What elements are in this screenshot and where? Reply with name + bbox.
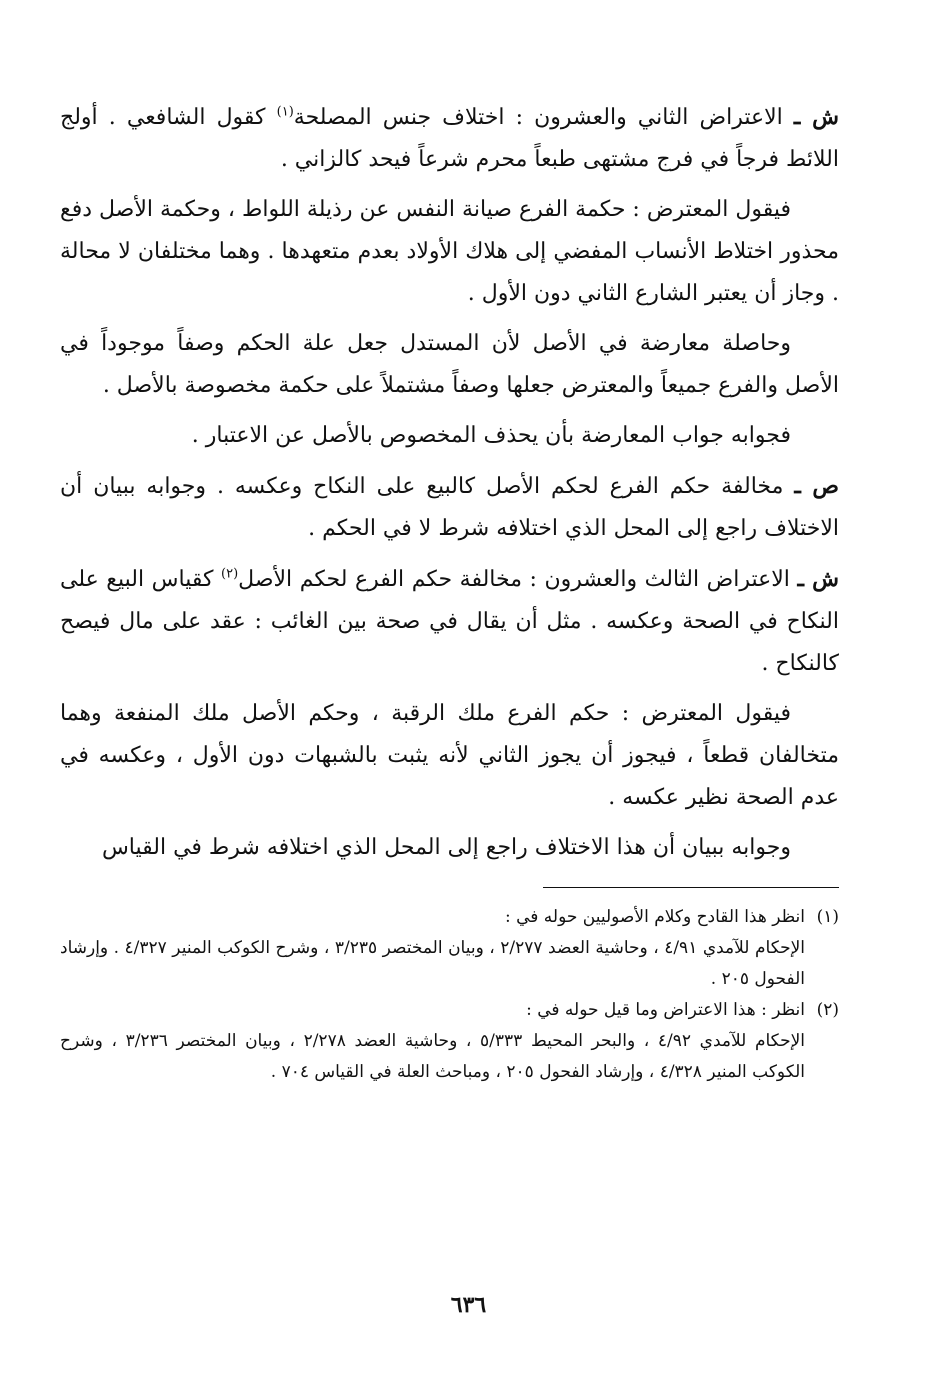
- footnote-head: [60, 902, 839, 933]
- paragraph-text: فجوابه جواب المعارضة بأن يحذف المخصوص بالأصل عن الاعتبار .: [191, 423, 791, 448]
- footnote-head-text: انظر : هذا الاعتراض وما قيل حوله في :: [526, 1000, 805, 1020]
- footnote-body: الإحكام للآمدي ٤/٩١ ، وحاشية العضد ٢/٢٧٧ ، وبيان المختصر ٣/٢٣٥ ، وشرح الكوكب المنير ٤/٣٢٧ . وإرشاد الفحول ٢٠٥ .: [60, 938, 806, 989]
- paragraph-answer-1: [60, 415, 839, 457]
- footnote-number: (٢): [816, 1000, 839, 1020]
- paragraph-objector-2: [60, 693, 839, 819]
- paragraph-matn: [60, 465, 839, 550]
- paragraph-text-tail: كقول الشافعي . أولج اللائط فرجاً في فرج مشتهى طبعاً محرم شرعاً فيحد كالزاني .: [60, 105, 839, 172]
- paragraph-objector-1: [60, 189, 839, 315]
- paragraph-text-tail: كقياس البيع على النكاح في الصحة وعكسه . مثل أن يقال في صحة بين الغائب : عقد على مال فيصح كالنكاح .: [60, 567, 839, 676]
- paragraph-text: وحاصلة معارضة في الأصل لأن المستدل جعل علة الحكم وصفاً موجوداً في الأصل والفرع جميعاً والمعترض جعلها وصفاً مشتملاً على حكمة مخصوصة بالأصل .: [60, 331, 839, 398]
- sharh-marker: ش ـ: [793, 104, 839, 130]
- footnote-head-text: انظر هذا القادح وكلام الأصوليين حوله في :: [504, 907, 805, 927]
- footnote-head: [60, 995, 839, 1026]
- footnote-2: [60, 995, 839, 1088]
- footnote-body: الإحكام للآمدي ٤/٩٢ ، والبحر المحيط ٥/٣٣٣ ، وحاشية العضد ٢/٢٧٨ ، وبيان المختصر ٣/٢٣٦ ، وشرح الكوكب المنير ٤/٣٢٨ ، وإرشاد الفحول ٢٠٥ ، ومباحث العلة في القياس ٧٠٤ .: [60, 1031, 806, 1082]
- matn-marker: ص ـ: [794, 473, 839, 499]
- paragraph-text: الاعتراض الثالث والعشرون : مخالفة حكم الفرع لحكم الأصل: [238, 567, 790, 592]
- sharh-marker: ش ـ: [797, 566, 840, 592]
- paragraph-objection-22: [60, 96, 839, 181]
- paragraph-text: فيقول المعترض : حكم الفرع ملك الرقبة ، وحكم الأصل ملك المنفعة وهما متخالفان قطعاً ، فيجوز أن يجوز الثاني لأنه يثبت بالشبهات دون الأول ، وعكسه في عدم الصحة نظير عكسه .: [60, 701, 839, 810]
- footnote-separator: [543, 887, 839, 888]
- paragraph-text: الاعتراض الثاني والعشرون : اختلاف جنس المصلحة: [293, 105, 783, 130]
- paragraph-answer-2: [60, 827, 839, 869]
- footnote-1: [60, 902, 839, 995]
- paragraph-summary: [60, 323, 839, 407]
- paragraph-objection-23: [60, 558, 839, 685]
- paragraph-text: فيقول المعترض : حكمة الفرع صيانة النفس عن رذيلة اللواط ، وحكمة الأصل دفع محذور اختلاط الأنساب المفضي إلى هلاك الأولاد بعدم متعهدها . وهما مختلفان لا محالة . وجاز أن يعتبر الشارع الثاني دون الأول .: [60, 197, 839, 306]
- paragraph-text: مخالفة حكم الفرع لحكم الأصل كالبيع على النكاح وعكسه . وجوابه ببيان أن الاختلاف راجع إلى المحل الذي اختلافه شرط لا في الحكم .: [60, 474, 839, 541]
- footnote-number: (١): [816, 907, 839, 927]
- footnote-ref-1[interactable]: (١): [276, 104, 294, 120]
- page-number: ٦٣٦: [450, 1292, 487, 1318]
- footnote-ref-2[interactable]: (٢): [221, 566, 239, 582]
- paragraph-text: وجوابه ببيان أن هذا الاختلاف راجع إلى المحل الذي اختلافه شرط في القياس: [101, 835, 791, 860]
